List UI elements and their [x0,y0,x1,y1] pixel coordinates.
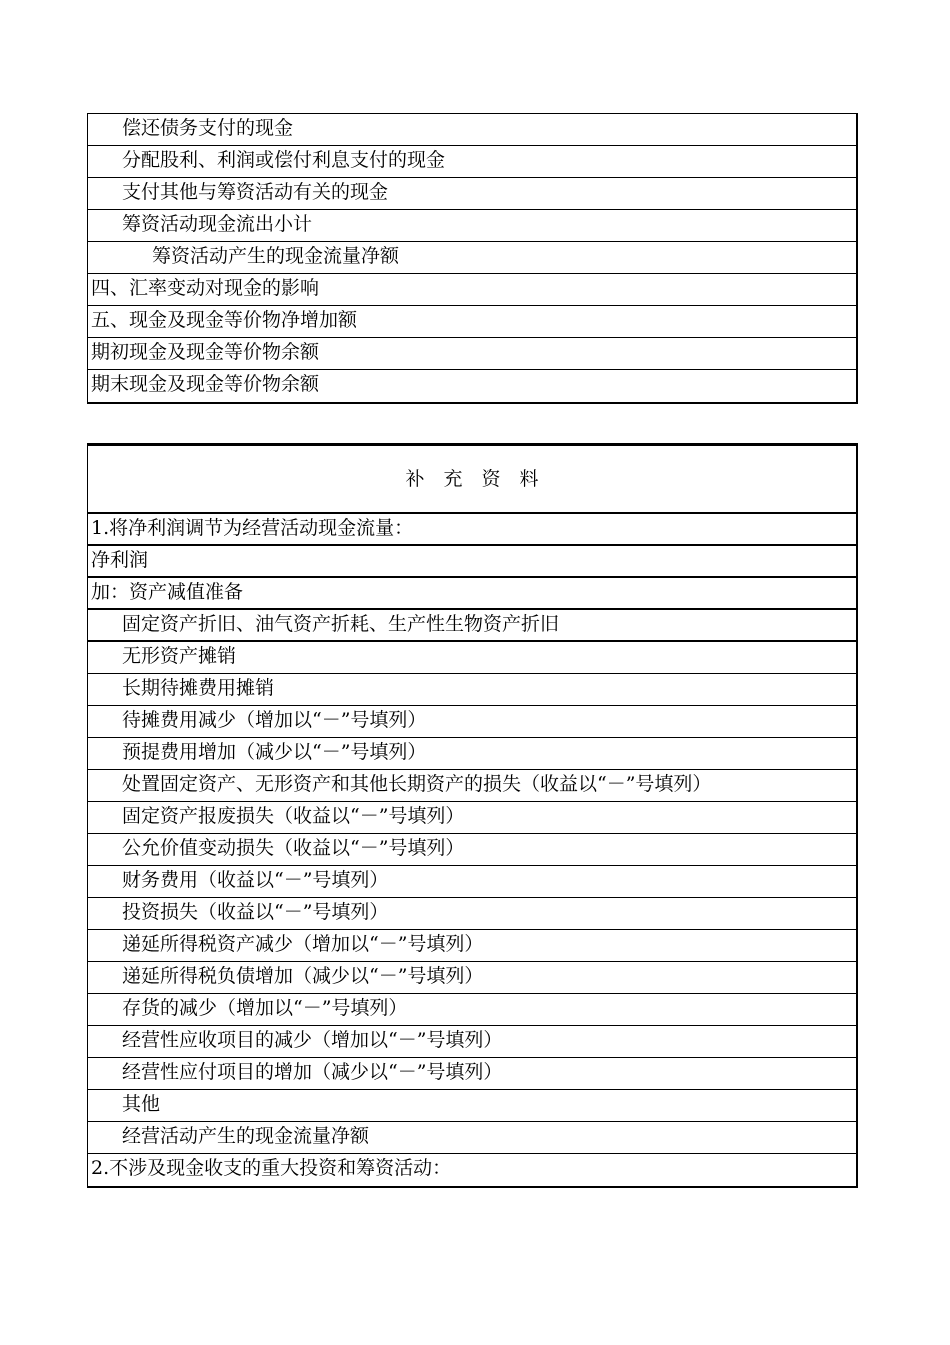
supplementary-info-table [87,443,858,1188]
table-title [88,446,856,514]
table-title-text: 补 充 资 料 [405,468,539,490]
table-row: 固定资产折旧、油气资产折耗、生产性生物资产折旧 [88,610,856,642]
table-row: 分配股利、利润或偿付利息支付的现金 [88,146,856,178]
table-row: 递延所得税负债增加（减少以“－”号填列） [88,962,856,994]
table-row: 处置固定资产、无形资产和其他长期资产的损失（收益以“－”号填列） [88,770,856,802]
table-row: 无形资产摊销 [88,642,856,674]
table-row: 预提费用增加（减少以“－”号填列） [88,738,856,770]
table-row: 公允价值变动损失（收益以“－”号填列） [88,834,856,866]
table-row: 五、现金及现金等价物净增加额 [88,306,856,338]
table-row: 支付其他与筹资活动有关的现金 [88,178,856,210]
table-row: 固定资产报废损失（收益以“－”号填列） [88,802,856,834]
table-row: 筹资活动现金流出小计 [88,210,856,242]
table-row: 2.不涉及现金收支的重大投资和筹资活动： [91,1157,452,1179]
table-row: 筹资活动产生的现金流量净额 [88,242,856,274]
table-row: 净利润 [88,546,856,578]
table-row: 1.将净利润调节为经营活动现金流量： [88,514,856,546]
table-row: 投资损失（收益以“－”号填列） [88,898,856,930]
table-row: 递延所得税资产减少（增加以“－”号填列） [88,930,856,962]
table-row: 经营性应付项目的增加（减少以“－”号填列） [88,1058,856,1090]
table-row: 期初现金及现金等价物余额 [88,338,856,370]
table-row: 经营活动产生的现金流量净额 [88,1122,856,1154]
table-row: 期末现金及现金等价物余额 [91,373,320,395]
table-row: 其他 [88,1090,856,1122]
table-row: 偿还债务支付的现金 [88,114,856,146]
table-row: 四、汇率变动对现金的影响 [88,274,856,306]
table-row: 经营性应收项目的减少（增加以“－”号填列） [88,1026,856,1058]
table-row: 加：资产减值准备 [88,578,856,610]
financing-activities-table [87,113,858,404]
table-row: 存货的减少（增加以“－”号填列） [88,994,856,1026]
table-row: 财务费用（收益以“－”号填列） [88,866,856,898]
table-row: 长期待摊费用摊销 [88,674,856,706]
table-row: 待摊费用减少（增加以“－”号填列） [88,706,856,738]
